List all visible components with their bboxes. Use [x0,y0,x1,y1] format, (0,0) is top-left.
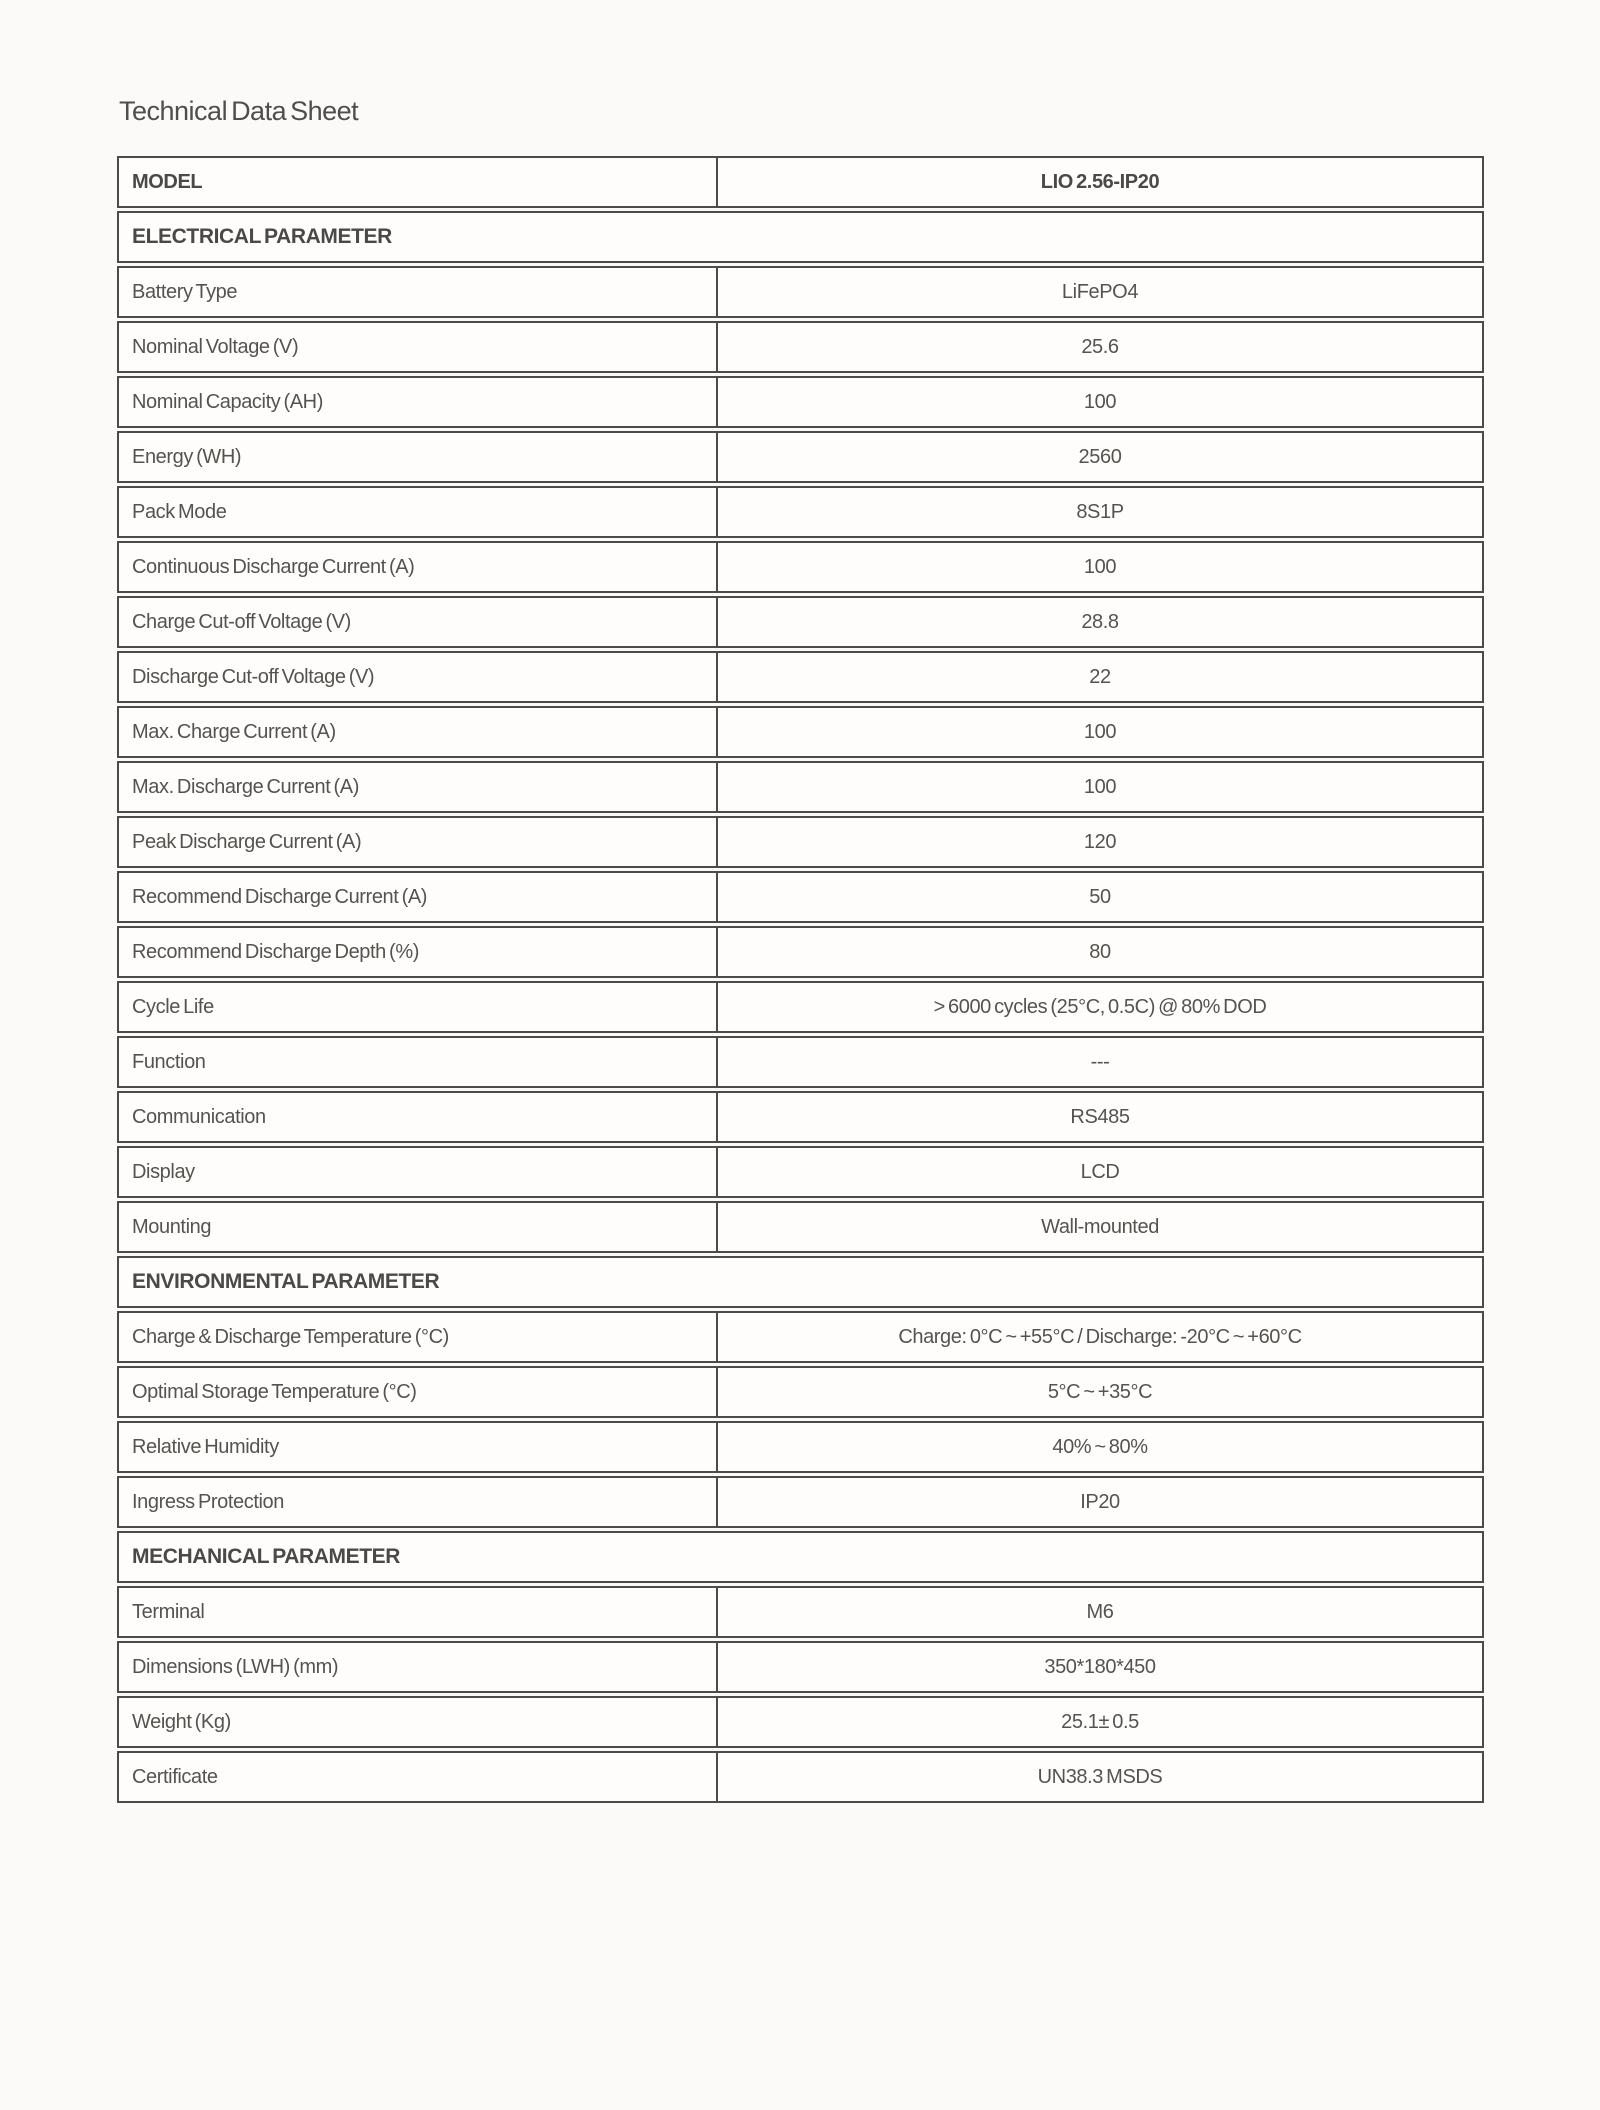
param-label-cell: Weight (Kg) [117,1696,718,1748]
param-label-cell: Cycle Life [117,981,718,1033]
param-value-cell: 100 [718,761,1484,813]
param-value-cell: LiFePO4 [718,266,1484,318]
section-header-cell: ELECTRICAL PARAMETER [117,211,1484,263]
param-label-cell: Communication [117,1091,718,1143]
table-row [117,1586,1484,1638]
table-row [117,706,1484,758]
param-value-cell: --- [718,1036,1484,1088]
table-row [117,1201,1484,1253]
param-value-cell: 100 [718,706,1484,758]
table-row [117,926,1484,978]
param-value-cell: > 6000 cycles (25°C, 0.5C) @ 80% DOD [718,981,1484,1033]
param-value-cell: 22 [718,651,1484,703]
table-row [117,1146,1484,1198]
param-value-cell: 8S1P [718,486,1484,538]
param-value-cell: 25.1± 0.5 [718,1696,1484,1748]
param-label-cell: Nominal Capacity (AH) [117,376,718,428]
param-value-cell: UN38.3 MSDS [718,1751,1484,1803]
param-value-cell: RS485 [718,1091,1484,1143]
table-row [117,486,1484,538]
table-row [117,321,1484,373]
param-label-cell: Pack Mode [117,486,718,538]
table-row [117,816,1484,868]
table-row [117,541,1484,593]
param-label-cell: Discharge Cut-off Voltage (V) [117,651,718,703]
param-value-cell: IP20 [718,1476,1484,1528]
model-row [117,156,1484,208]
param-label-cell: Function [117,1036,718,1088]
table-row [117,1036,1484,1088]
table-row [117,1311,1484,1363]
param-value-cell: 50 [718,871,1484,923]
param-value-cell: 350*180*450 [718,1641,1484,1693]
param-label-cell: Charge & Discharge Temperature (°C) [117,1311,718,1363]
param-value-cell: 80 [718,926,1484,978]
section-header-row [117,1256,1484,1308]
table-row [117,266,1484,318]
spec-table [117,153,1484,1806]
table-row [117,1091,1484,1143]
param-label-cell: Display [117,1146,718,1198]
param-value-cell: 100 [718,376,1484,428]
param-value-cell: 40% ~ 80% [718,1421,1484,1473]
table-row [117,871,1484,923]
table-row [117,981,1484,1033]
param-label-cell: Ingress Protection [117,1476,718,1528]
param-label-cell: Dimensions (LWH) (mm) [117,1641,718,1693]
param-value-cell: 120 [718,816,1484,868]
table-row [117,761,1484,813]
param-value-cell: 2560 [718,431,1484,483]
table-row [117,1476,1484,1528]
param-value-cell: LIO 2.56-IP20 [718,156,1484,208]
param-label-cell: Charge Cut-off Voltage (V) [117,596,718,648]
param-label-cell: Continuous Discharge Current (A) [117,541,718,593]
param-label-cell: Certificate [117,1751,718,1803]
param-value-cell: 28.8 [718,596,1484,648]
table-row [117,431,1484,483]
param-label-cell: MODEL [117,156,718,208]
param-label-cell: Mounting [117,1201,718,1253]
param-value-cell: 100 [718,541,1484,593]
param-label-cell: Relative Humidity [117,1421,718,1473]
param-label-cell: Peak Discharge Current (A) [117,816,718,868]
param-value-cell: Wall-mounted [718,1201,1484,1253]
section-header-row [117,1531,1484,1583]
param-label-cell: Max. Discharge Current (A) [117,761,718,813]
table-row [117,596,1484,648]
param-value-cell: 5°C ~ +35°C [718,1366,1484,1418]
param-value-cell: 25.6 [718,321,1484,373]
table-row [117,651,1484,703]
section-header-cell: ENVIRONMENTAL PARAMETER [117,1256,1484,1308]
param-value-cell: M6 [718,1586,1484,1638]
section-header-cell: MECHANICAL PARAMETER [117,1531,1484,1583]
table-row [117,1366,1484,1418]
table-row [117,1751,1484,1803]
table-row [117,1421,1484,1473]
param-value-cell: Charge: 0°C ~ +55°C / Discharge: -20°C ~ +60°C [718,1311,1484,1363]
table-row [117,376,1484,428]
param-label-cell: Recommend Discharge Depth (%) [117,926,718,978]
param-label-cell: Terminal [117,1586,718,1638]
page-title: Technical Data Sheet [119,96,359,126]
section-header-row [117,211,1484,263]
param-value-cell: LCD [718,1146,1484,1198]
param-label-cell: Battery Type [117,266,718,318]
param-label-cell: Nominal Voltage (V) [117,321,718,373]
param-label-cell: Energy (WH) [117,431,718,483]
param-label-cell: Optimal Storage Temperature (°C) [117,1366,718,1418]
table-row [117,1641,1484,1693]
param-label-cell: Recommend Discharge Current (A) [117,871,718,923]
param-label-cell: Max. Charge Current (A) [117,706,718,758]
table-row [117,1696,1484,1748]
